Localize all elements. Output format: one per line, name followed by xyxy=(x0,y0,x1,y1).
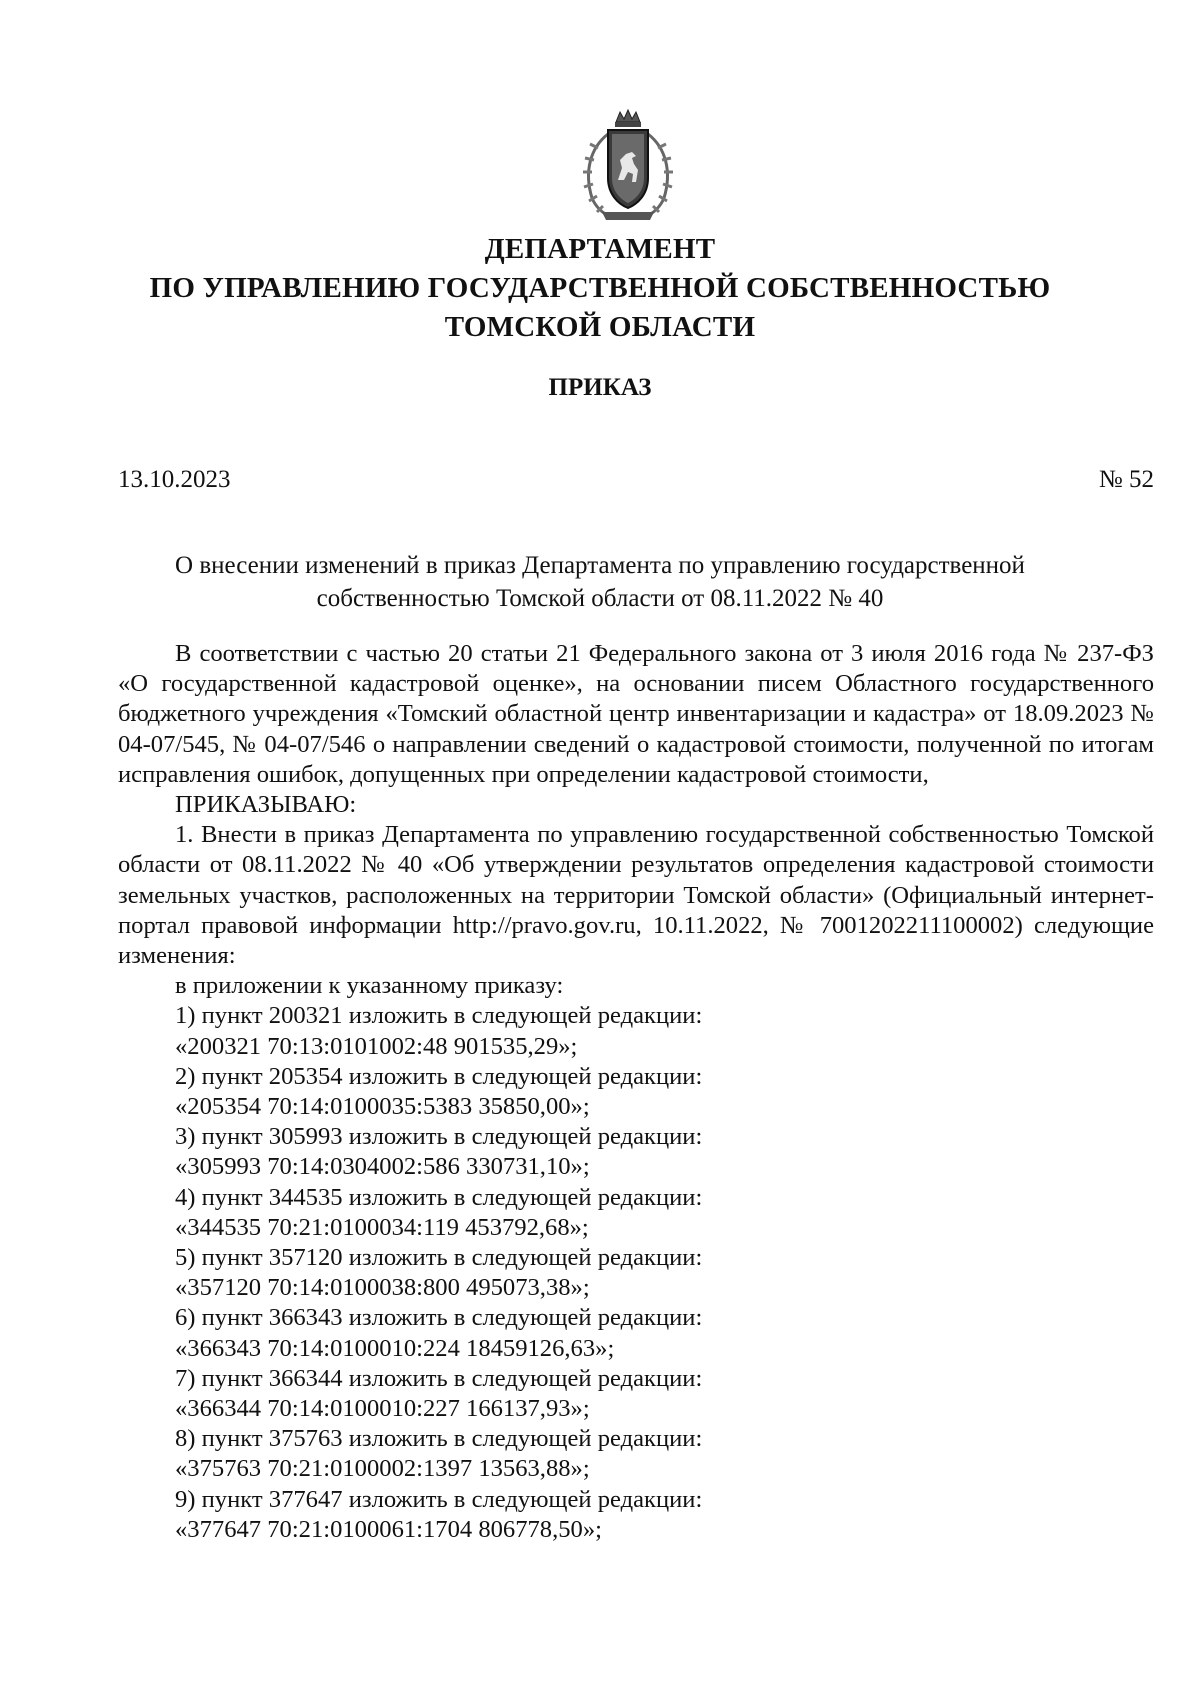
item-instruction: 2) пункт 205354 изложить в следующей редакции: xyxy=(175,1062,703,1090)
clause-1-paragraph: 1. Внести в приказ Департамента по управлению государственной собственностью Томской области от 08.11.2022 № 40 «Об утверждении результатов определения кадастровой стоимости земельных участков, расположенных на территории Томской области» (Официальный интернет-портал правовой информации http://pravo.gov.ru, 10.11.2022, № 7001202211100002) следующие изменения: xyxy=(118,821,1154,970)
order-word: ПРИКАЗЫВАЮ: xyxy=(175,791,357,819)
item-instruction: 3) пункт 305993 изложить в следующей редакции: xyxy=(175,1123,703,1151)
department-header xyxy=(100,230,1100,347)
item-instruction: 1) пункт 200321 изложить в следующей редакции: xyxy=(175,1002,703,1030)
item-value: «357120 70:14:0100038:800 495073,38»; xyxy=(175,1274,590,1302)
header-line-3: ТОМСКОЙ ОБЛАСТИ xyxy=(444,311,756,343)
order-number: № 52 xyxy=(1098,466,1154,493)
preamble-paragraph: В соответствии с частью 20 статьи 21 Федерального закона от 3 июля 2016 года № 237-ФЗ «О государственной кадастровой оценке», на основании писем Областного государственного бюджетного учреждения «Томский областной центр инвентаризации и кадастра» от 18.09.2023 № 04-07/545, № 04-07/546 о направлении сведений о кадастровой стоимости, полученной по итогам исправления ошибок, допущенных при определении кадастровой стоимости, xyxy=(118,640,1154,788)
subject-line-1: О внесении изменений в приказ Департамента по управлению государственной xyxy=(175,552,1025,579)
item-instruction: 5) пункт 357120 изложить в следующей редакции: xyxy=(175,1244,703,1272)
item-instruction: 9) пункт 377647 изложить в следующей редакции: xyxy=(175,1485,703,1513)
item-instruction: 6) пункт 366343 изложить в следующей редакции: xyxy=(175,1304,703,1332)
header-line-1: ДЕПАРТАМЕНТ xyxy=(484,233,716,265)
order-title: ПРИКАЗ xyxy=(548,374,652,401)
item-value: «344535 70:21:0100034:119 453792,68»; xyxy=(175,1213,589,1241)
order-body xyxy=(118,639,1154,1545)
header-line-2: ПО УПРАВЛЕНИЮ ГОСУДАРСТВЕННОЙ СОБСТВЕННОСТЬЮ xyxy=(149,272,1051,304)
item-value: «366344 70:14:0100010:227 166137,93»; xyxy=(175,1395,590,1423)
item-value: «305993 70:14:0304002:586 330731,10»; xyxy=(175,1153,590,1181)
item-instruction: 8) пункт 375763 изложить в следующей редакции: xyxy=(175,1425,703,1453)
subject-line-2: собственностью Томской области от 08.11.2022 № 40 xyxy=(316,585,884,612)
order-subject xyxy=(150,549,1050,615)
item-instruction: 4) пункт 344535 изложить в следующей редакции: xyxy=(175,1183,703,1211)
order-meta xyxy=(118,466,1154,494)
order-date: 13.10.2023 xyxy=(118,466,231,493)
item-value: «200321 70:13:0101002:48 901535,29»; xyxy=(175,1032,578,1060)
item-value: «366343 70:14:0100010:224 18459126,63»; xyxy=(175,1334,615,1362)
item-value: «375763 70:21:0100002:1397 13563,88»; xyxy=(175,1455,590,1483)
item-value: «205354 70:14:0100035:5383 35850,00»; xyxy=(175,1093,590,1121)
coat-of-arms-icon xyxy=(568,108,688,226)
item-instruction: 7) пункт 366344 изложить в следующей редакции: xyxy=(175,1364,703,1392)
appendix-intro: в приложении к указанному приказу: xyxy=(175,972,564,1000)
item-value: «377647 70:21:0100061:1704 806778,50»; xyxy=(175,1515,602,1543)
